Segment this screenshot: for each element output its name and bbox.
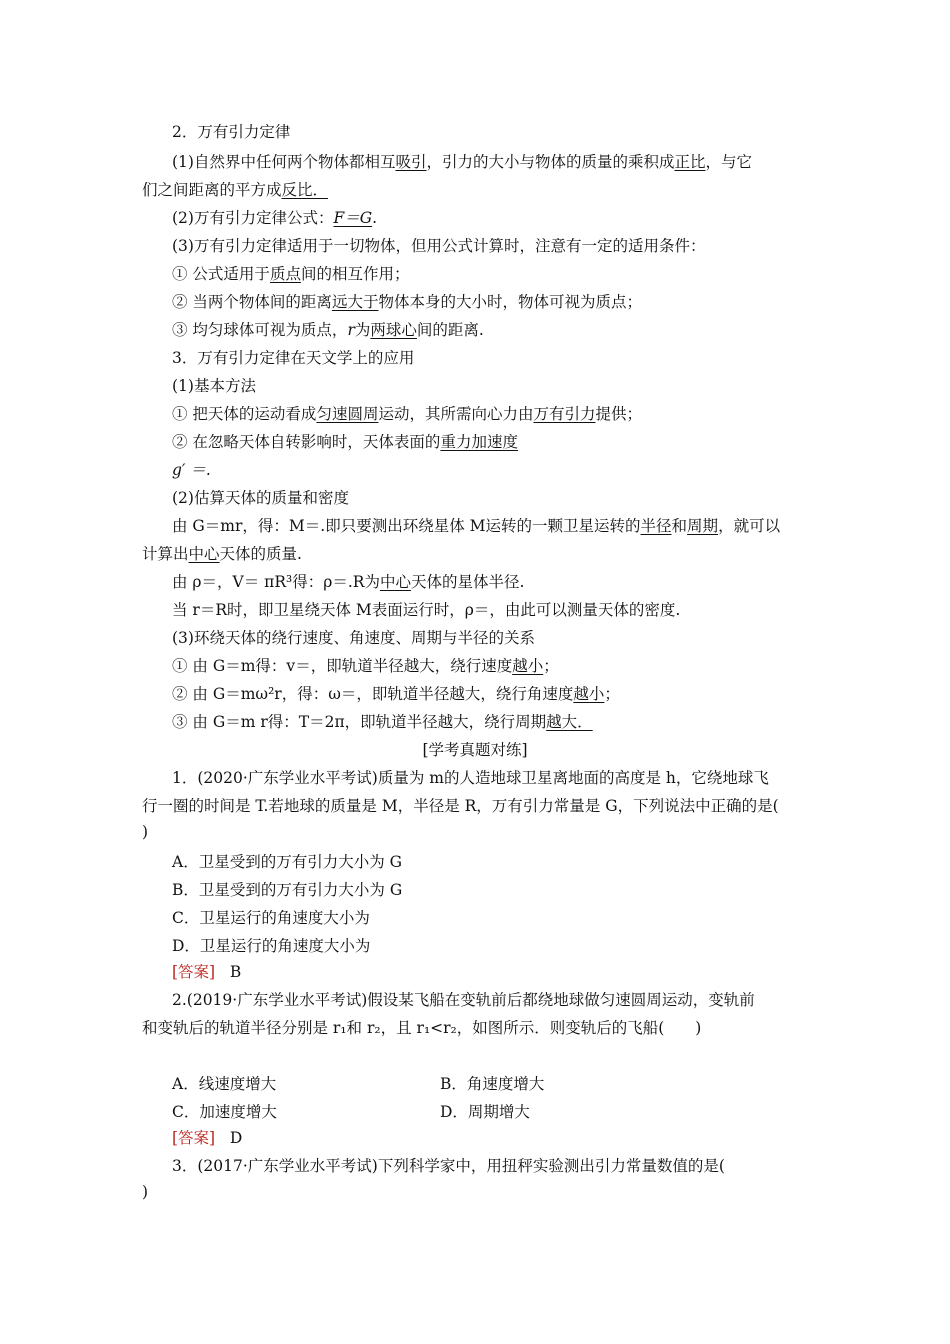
q2-option-b-wrap — [440, 1074, 544, 1094]
section-2-p2: (2)万有引力定律公式：F＝G. — [172, 209, 378, 227]
section-2-p1-line1: (1)自然界中任何两个物体都相互吸引，引力的大小与物体的质量的乘积成正比，与它 — [172, 153, 753, 171]
q1-stem-line1: 1．(2020·广东学业水平考试)质量为 m的人造地球卫星离地面的高度是 h，它绕地球飞 — [172, 769, 769, 787]
q1-option-b: B．卫星受到的万有引力大小为 G — [172, 881, 403, 899]
practice-title: [学考真题对练] — [422, 741, 528, 759]
q2-options-row1 — [172, 1074, 276, 1094]
section-2-heading: 2．万有引力定律 — [172, 123, 291, 141]
q1-option-d: D．卫星运行的角速度大小为 — [172, 937, 371, 955]
section-3-heading: 3．万有引力定律在天文学上的应用 — [172, 349, 415, 367]
section-2-p1-line2: 们之间距离的平方成反比． — [142, 181, 329, 199]
estimate-line-4: 当 r＝R时，即卫星绕天体 M表面运行时，ρ＝，由此可以测量天体的密度. — [172, 601, 681, 619]
q1-stem-line2: 行一圈的时间是 T.若地球的质量是 M，半径是 R，万有引力常量是 G，下列说法中正确的是( — [142, 797, 779, 815]
q1-option-c: C．卫星运行的角速度大小为 — [172, 909, 370, 927]
section-3-relations: (3)环绕天体的绕行速度、角速度、周期与半径的关系 — [172, 629, 535, 647]
answer-label: [答案] — [172, 1129, 216, 1147]
q1-answer: [答案] B — [172, 963, 242, 981]
estimate-line-3: 由 ρ＝，V＝ πR³得：ρ＝.R为中心天体的星体半径. — [172, 573, 525, 591]
q3-stem-line2: ) — [142, 1183, 149, 1201]
q2-option-c: C．加速度增大 — [172, 1103, 277, 1121]
answer-label: [答案] — [172, 963, 216, 981]
section-3-estimate: (2)估算天体的质量和密度 — [172, 489, 349, 507]
q2-stem-line2: 和变轨后的轨道半径分别是 r₁和 r₂，且 r₁<r₂，如图所示．则变轨后的飞船( ) — [142, 1019, 702, 1037]
q3-stem-line1: 3．(2017·广东学业水平考试)下列科学家中，用扭秤实验测出引力常量数值的是( — [172, 1157, 725, 1175]
method-2: ② 在忽略天体自转影响时，天体表面的重力加速度 — [172, 433, 518, 451]
relation-3: ③ 由 G＝m r得：T＝2π，即轨道半径越大，绕行周期越大． — [172, 713, 593, 731]
method-1: ① 把天体的运动看成匀速圆周运动，其所需向心力由万有引力提供； — [172, 405, 642, 423]
condition-2: ② 当两个物体间的距离远大于物体本身的大小时，物体可视为质点； — [172, 293, 642, 311]
estimate-line-2: 计算出中心天体的质量. — [142, 545, 302, 563]
relation-2: ② 由 G＝mω²r，得：ω＝，即轨道半径越大，绕行角速度越小； — [172, 685, 620, 703]
estimate-line-1: 由 G＝mr，得：M＝.即只要测出环绕星体 M运转的一颗卫星运转的半径和周期，就可以 — [172, 517, 781, 535]
relation-1: ① 由 G＝m得：v＝，即轨道半径越大，绕行速度越小； — [172, 657, 559, 675]
section-2-p3: (3)万有引力定律适用于一切物体，但用公式计算时，注意有一定的适用条件： — [172, 237, 706, 255]
q1-option-a: A．卫星受到的万有引力大小为 G — [172, 853, 403, 871]
q2-answer: [答案] D — [172, 1129, 243, 1147]
q2-option-b: B．角速度增大 — [440, 1075, 545, 1093]
q2-option-d: D．周期增大 — [440, 1103, 530, 1121]
condition-1: ① 公式适用于质点间的相互作用； — [172, 265, 410, 283]
q2-option-a: A．线速度增大 — [172, 1075, 277, 1093]
g-formula: g′ ＝. — [172, 461, 211, 479]
q2-option-d-wrap — [440, 1102, 530, 1122]
q2-stem-line1: 2.(2019·广东学业水平考试)假设某飞船在变轨前后都绕地球做匀速圆周运动，变轨前 — [172, 991, 755, 1009]
condition-3: ③ 均匀球体可视为质点，r为两球心间的距离. — [172, 321, 484, 339]
q1-stem-line3: ) — [142, 823, 149, 841]
section-3-method: (1)基本方法 — [172, 377, 256, 395]
q2-options-row2 — [172, 1102, 277, 1122]
